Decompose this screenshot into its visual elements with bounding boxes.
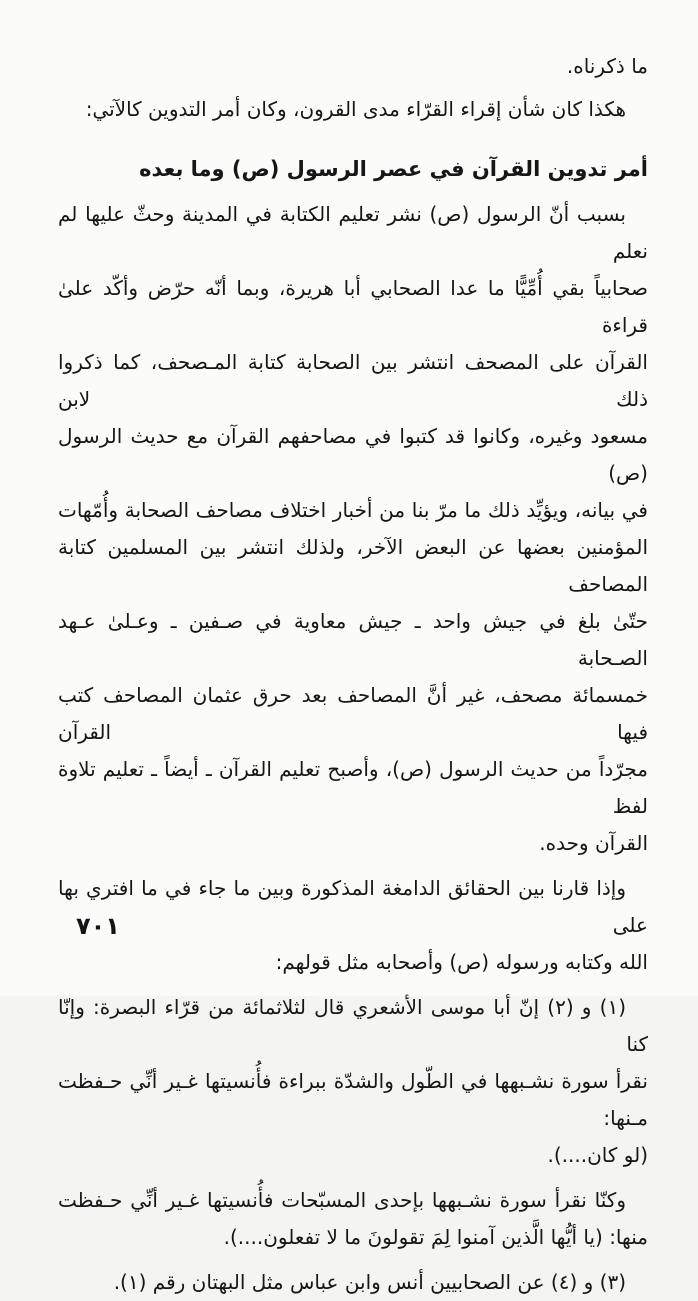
text-line: القرآن على المصحف انتشر بين الصحابة كتابة المـصحف، كما ذكروا ذلك لابن [58,350,648,411]
text-line: بسبب أنّ الرسول (ص) نشر تعليم الكتابة في المدينة وحثّ عليها لم نعلم [58,202,648,263]
body-paragraph [58,1264,648,1301]
text-line: مجرّداً من حديث الرسول (ص)، وأصبح تعليم القرآن ـ أيضاً ـ تعليم تلاوة لفظ [58,757,648,818]
page-content [58,48,648,1301]
text-line: مسعود وغيره، وكانوا قد كتبوا في مصاحفهم القرآن مع حديث الرسول (ص) [58,424,648,485]
text-line: في بيانه، ويؤيِّد ذلك ما مرّ بنا من أخبار اختلاف مصاحف الصحابة وأُمّهات [58,498,648,522]
text-line: صحابياً بقي أُمِّيًّا ما عدا الصحابي أبا هريرة، وبما أنّه حرّض وأكّد علىٰ قراءة [58,276,648,337]
body-paragraph [58,48,648,85]
text-line: أمر تدوين القرآن في عصر الرسول (ص) وما بعده [139,157,648,181]
text-line: المؤمنين بعضها عن البعض الآخر، ولذلك انتشر بين المسلمين كتابة المصاحف [58,535,648,596]
text-line: هكذا كان شأن إقراء القرّاء مدى القرون، وكان أمر التدوين كالآتي: [85,97,626,121]
text-line: ما ذكرناه. [566,54,648,78]
section-heading [58,151,648,188]
body-paragraph [58,91,648,128]
text-line: الله وكتابه ورسوله (ص) وأصحابه مثل قولهم: [275,950,648,974]
text-line: نقرأ سورة نشـبهها في الطّول والشدّة ببراءة فأُنسيتها غـير أنِّي حـفظت مـنها: [58,1069,648,1130]
body-paragraph [58,989,648,1174]
text-line: (٣) و (٤) عن الصحابيين أنس وابن عباس مثل البهتان رقم (١). [113,1270,626,1294]
text-line: حتّىٰ بلغ في جيش واحد ـ جيش معاوية في صـفين ـ وعـلىٰ عـهد الصـحابة [58,609,648,670]
body-paragraph [58,1182,648,1256]
body-paragraph [58,870,648,981]
text-line: القرآن وحده. [539,831,648,855]
text-line: خمسمائة مصحف، غير أنَّ المصاحف بعد حرق عثمان المصاحف كتب فيها القرآن [58,683,648,744]
text-line: وإذا قارنا بين الحقائق الدامغة المذكورة وبين ما جاء في ما افتري بها على [58,876,648,937]
page-number: ٧٠١ [76,912,120,940]
text-line: (١) و (٢) إنّ أبا موسى الأشعري قال لثلاثمائة من قرّاء البصرة: وإنّا كنا [58,995,648,1056]
body-paragraph [58,196,648,862]
text-line: وكنّا نقرأ سورة نشـبهها بإحدى المسبّحات فأُنسيتها غـير أنِّي حـفظت [58,1188,626,1212]
text-line: (لو كان....). [547,1143,648,1167]
text-line: منها: (يا أيُّها الَّذين آمنوا لِمَ تقولونَ ما لا تفعلون....). [223,1225,648,1249]
